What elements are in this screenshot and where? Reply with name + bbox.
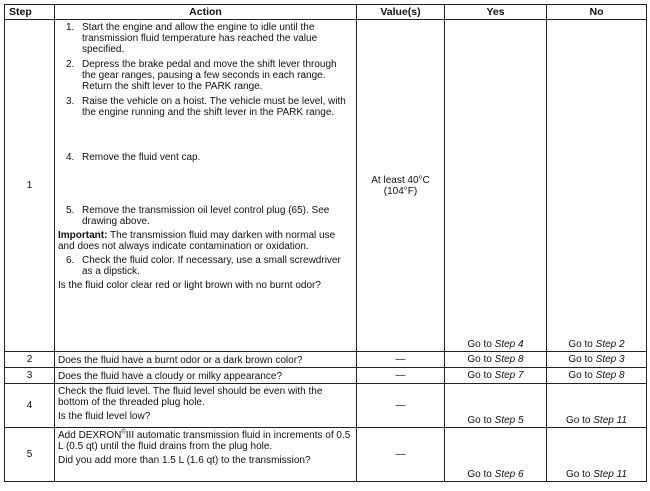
header-yes: Yes [445, 5, 547, 20]
yes-cell [445, 368, 547, 384]
value-cell: — [357, 428, 445, 482]
action-text [58, 430, 353, 452]
yes-cell [445, 428, 547, 482]
step-number: 2 [5, 352, 55, 368]
yes-cell [445, 384, 547, 428]
no-cell [547, 368, 647, 384]
yes-cell [445, 20, 547, 352]
table-row-step-1 [5, 20, 647, 352]
value-line-2: (104°F) [383, 185, 418, 197]
action-text-a: Add DEXRON [58, 430, 122, 441]
yes-step-link[interactable]: Step 4 [494, 339, 524, 350]
step-question: Does the fluid have a cloudy or milky appearance? [55, 368, 357, 384]
step-number: 4 [5, 384, 55, 428]
step-number: 1 [5, 20, 55, 352]
no-step-link[interactable]: Step 3 [595, 353, 625, 365]
item-number: 4. [66, 152, 75, 163]
step-question: Is the fluid level low? [58, 411, 151, 422]
item-text: Remove the transmission oil level control plug (65). See drawing above. [82, 205, 330, 227]
table-row-step-3 [5, 368, 647, 384]
list-item [66, 205, 353, 227]
no-prefix: Go to [568, 339, 596, 350]
item-number: 6. [66, 255, 75, 266]
no-cell [547, 384, 647, 428]
item-number: 1. [66, 22, 75, 33]
step-number: 5 [5, 428, 55, 482]
item-text: Check the fluid color. If necessary, use a small screwdriver as a dipstick. [82, 255, 341, 277]
yes-prefix: Go to [467, 415, 495, 426]
yes-cell [445, 352, 547, 368]
list-item [66, 152, 353, 163]
action-text-b: III automatic transmission fluid in increments of 0.5 L (0.5 qt) until the fluid drains from the plug hole. [58, 430, 351, 452]
no-prefix: Go to [568, 369, 596, 381]
item-text: Remove the fluid vent cap. [82, 152, 201, 163]
action-cell [55, 384, 357, 428]
no-step-link[interactable]: Step 11 [593, 469, 627, 480]
item-number: 5. [66, 205, 75, 216]
no-prefix: Go to [568, 353, 596, 365]
item-text: Depress the brake pedal and move the shift lever through the gear ranges, pausing a few seconds in each range. Return the shift lever to the PARK range. [82, 59, 337, 92]
no-cell [547, 428, 647, 482]
no-step-link[interactable]: Step 2 [595, 339, 625, 350]
important-note [58, 230, 353, 252]
yes-prefix: Go to [467, 353, 495, 365]
yes-step-link[interactable]: Step 6 [494, 469, 524, 480]
step-question: Does the fluid have a burnt odor or a dark brown color? [55, 352, 357, 368]
list-item [66, 22, 353, 55]
yes-step-link[interactable]: Step 5 [494, 415, 524, 426]
table-row-step-2 [5, 352, 647, 368]
value-cell: — [357, 352, 445, 368]
important-label: Important: [58, 230, 108, 241]
value-line-1: At least 40°C [371, 174, 430, 186]
diagnostic-table [4, 4, 647, 482]
yes-prefix: Go to [467, 469, 495, 480]
step-number: 3 [5, 368, 55, 384]
value-cell: — [357, 384, 445, 428]
action-text: Check the fluid level. The fluid level should be even with the bottom of the threaded plug hole. [58, 386, 323, 408]
registered-mark: ® [121, 429, 126, 436]
list-item [66, 59, 353, 92]
action-cell [55, 20, 357, 352]
list-item [66, 96, 353, 118]
value-cell: — [357, 368, 445, 384]
item-number: 2. [66, 59, 75, 70]
step-question: Did you add more than 1.5 L (1.6 qt) to the transmission? [58, 455, 311, 466]
important-text: The transmission fluid may darken with normal use and does not always indicate contamination or oxidation. [58, 230, 336, 252]
no-prefix: Go to [566, 469, 594, 480]
header-values: Value(s) [357, 5, 445, 20]
yes-step-link[interactable]: Step 8 [494, 353, 524, 365]
list-item [66, 255, 353, 277]
table-row-step-4 [5, 384, 647, 428]
no-cell [547, 352, 647, 368]
yes-prefix: Go to [467, 369, 495, 381]
diagnostic-table-container [4, 4, 646, 482]
table-row-step-5 [5, 428, 647, 482]
yes-step-link[interactable]: Step 7 [494, 369, 524, 381]
action-cell [55, 428, 357, 482]
no-cell [547, 20, 647, 352]
no-step-link[interactable]: Step 11 [593, 415, 627, 426]
no-step-link[interactable]: Step 8 [595, 369, 625, 381]
header-action: Action [55, 5, 357, 20]
header-row [5, 5, 647, 20]
item-text: Start the engine and allow the engine to idle until the transmission fluid temperature has reached the value specified. [82, 22, 318, 55]
header-no: No [547, 5, 647, 20]
no-prefix: Go to [566, 415, 594, 426]
step-question: Is the fluid color clear red or light brown with no burnt odor? [58, 280, 321, 291]
item-number: 3. [66, 96, 75, 107]
header-step: Step [5, 5, 55, 20]
yes-prefix: Go to [467, 339, 495, 350]
item-text: Raise the vehicle on a hoist. The vehicle must be level, with the engine running and the shift lever in the PARK range. [82, 96, 346, 118]
value-cell [357, 20, 445, 352]
